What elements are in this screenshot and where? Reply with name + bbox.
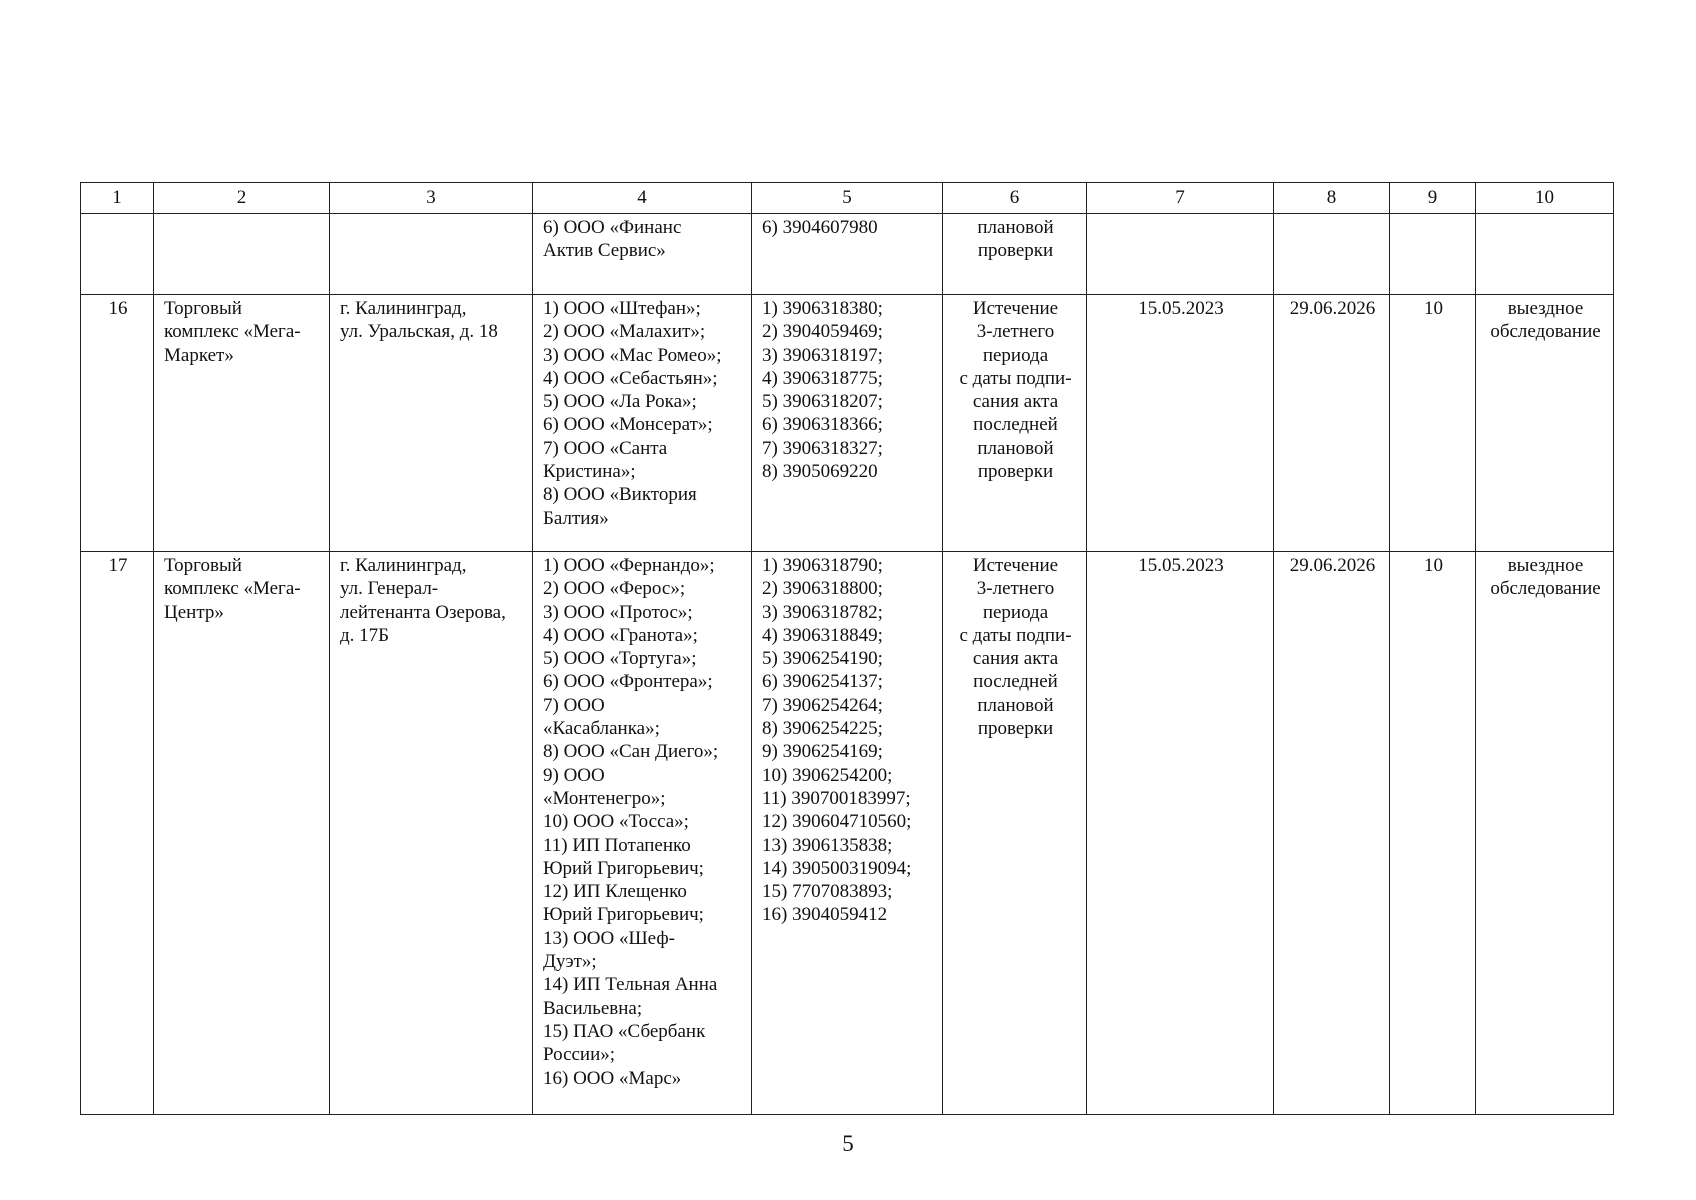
cell-address	[330, 552, 533, 1115]
cell-inn	[752, 552, 943, 1115]
cell-line: Юрий Григорьевич;	[543, 904, 704, 926]
cell-line: 9) ООО	[543, 764, 605, 786]
cell-line: Юрий Григорьевич;	[543, 857, 704, 879]
page-number: 5	[842, 1131, 854, 1156]
cell-line: г. Калининград,	[340, 555, 467, 576]
cell-line: Дуэт»;	[543, 951, 597, 973]
cell-line: 7) ООО	[543, 694, 605, 716]
cell-empty	[1274, 214, 1390, 295]
column-header: 4	[533, 183, 752, 214]
cell-line: 1) 3906318380;	[762, 298, 883, 319]
table-row	[81, 295, 1614, 552]
cell-address	[330, 295, 533, 552]
cell-days: 10	[1390, 552, 1476, 1115]
cell-line: 15) 7707083893;	[762, 881, 893, 903]
cell-line: сания акта	[972, 648, 1059, 670]
cell-line: 16) 3904059412	[762, 904, 888, 926]
cell-line: 8) 3906254225;	[762, 718, 883, 740]
cell-line: Васильевна;	[543, 997, 643, 1019]
cell-date-end: 29.06.2026	[1274, 295, 1390, 552]
cell-line: 6) ООО «Финанс	[543, 217, 682, 238]
cell-line: 7) ООО «Санта	[543, 437, 668, 459]
cell-line: проверки	[977, 718, 1054, 740]
cell-empty	[330, 214, 533, 295]
cell-empty	[1476, 214, 1614, 295]
cell-days: 10	[1390, 295, 1476, 552]
cell-line: Центр»	[164, 601, 224, 623]
cell-inn	[752, 295, 943, 552]
cell-line: выездное	[1507, 555, 1584, 576]
cell-line: периода	[982, 344, 1049, 366]
cell-form	[1476, 552, 1614, 1115]
cell-object	[154, 295, 330, 552]
cell-line: 16) ООО «Марс»	[543, 1067, 682, 1089]
cell-line: 5) ООО «Тортуга»;	[543, 648, 697, 670]
cell-line: 1) ООО «Фернандо»;	[543, 555, 715, 576]
cell-line: Кристина»;	[543, 461, 636, 483]
cell-line: с даты подпи-	[959, 624, 1072, 646]
cell-line: 5) 3906254190;	[762, 648, 883, 670]
cell-line: 10) ООО «Тосса»;	[543, 811, 689, 833]
cell-line: выездное	[1507, 298, 1584, 319]
cell-line: проверки	[977, 461, 1054, 483]
cell-line: с даты подпи-	[959, 367, 1072, 389]
cell-line: 15) ПАО «Сбербанк	[543, 1020, 706, 1042]
cell-line: 6) 3904607980	[762, 217, 878, 238]
cell-line: 6) 3906254137;	[762, 671, 883, 693]
cell-date-start: 15.05.2023	[1087, 552, 1274, 1115]
cell-line: ул. Уральская, д. 18	[340, 321, 498, 343]
cell-empty	[1390, 214, 1476, 295]
cell-line: обследование	[1490, 578, 1601, 600]
cell-basis	[943, 214, 1087, 295]
continuation-row	[81, 214, 1614, 295]
cell-basis	[943, 295, 1087, 552]
cell-line: 13) 3906135838;	[762, 834, 893, 856]
cell-line: 4) 3906318775;	[762, 367, 883, 389]
cell-organizations	[533, 214, 752, 295]
cell-line: 10) 3906254200;	[762, 764, 893, 786]
cell-line: г. Калининград,	[340, 298, 467, 319]
cell-line: 11) ИП Потапенко	[543, 834, 691, 856]
cell-line: 6) ООО «Монсерат»;	[543, 414, 713, 436]
cell-line: «Монтенегро»;	[543, 787, 666, 809]
column-header: 5	[752, 183, 943, 214]
cell-empty	[154, 214, 330, 295]
cell-line: 6) ООО «Фронтера»;	[543, 671, 713, 693]
cell-line: 2) 3906318800;	[762, 578, 883, 600]
cell-line: 3) 3906318197;	[762, 344, 883, 366]
cell-organizations	[533, 552, 752, 1115]
cell-line: 3) 3906318782;	[762, 601, 883, 623]
cell-line: 14) 390500319094;	[762, 857, 912, 879]
column-header: 7	[1087, 183, 1274, 214]
cell-line: плановой	[977, 217, 1054, 238]
cell-line: России»;	[543, 1044, 616, 1066]
cell-line: Истечение	[972, 555, 1059, 576]
cell-line: «Касабланка»;	[543, 718, 660, 740]
cell-line: Балтия»	[543, 507, 609, 529]
cell-line: 4) ООО «Гранота»;	[543, 624, 698, 646]
cell-line: 9) 3906254169;	[762, 741, 883, 763]
cell-line: последней	[973, 671, 1058, 693]
cell-line: 8) ООО «Сан Диего»;	[543, 741, 719, 763]
column-header: 8	[1274, 183, 1390, 214]
cell-line: Торговый	[164, 555, 242, 576]
cell-line: периода	[982, 601, 1049, 623]
cell-line: ул. Генерал-	[340, 578, 439, 600]
cell-line: комплекс «Мега-	[164, 321, 301, 343]
cell-empty	[81, 214, 154, 295]
cell-line: 7) 3906318327;	[762, 437, 883, 459]
cell-line: 2) ООО «Малахит»;	[543, 321, 706, 343]
cell-line: 4) ООО «Себастьян»;	[543, 367, 718, 389]
cell-line: плановой	[977, 437, 1054, 459]
cell-line: 13) ООО «Шеф-	[543, 927, 675, 949]
column-header: 1	[81, 183, 154, 214]
cell-line: 11) 390700183997;	[762, 787, 911, 809]
cell-number: 17	[81, 552, 154, 1115]
cell-date-end: 29.06.2026	[1274, 552, 1390, 1115]
column-header: 9	[1390, 183, 1476, 214]
cell-line: 4) 3906318849;	[762, 624, 883, 646]
cell-line: 7) 3906254264;	[762, 694, 883, 716]
cell-line: 3-летнего	[976, 578, 1055, 600]
cell-number: 16	[81, 295, 154, 552]
cell-line: 6) 3906318366;	[762, 414, 883, 436]
cell-inn	[752, 214, 943, 295]
cell-line: 8) 3905069220	[762, 461, 878, 483]
cell-line: д. 17Б	[340, 624, 390, 646]
inspection-plan-table	[80, 182, 1614, 1115]
column-header: 6	[943, 183, 1087, 214]
cell-line: проверки	[977, 240, 1054, 262]
column-header: 3	[330, 183, 533, 214]
cell-line: 12) ИП Клещенко	[543, 881, 687, 903]
cell-line: 8) ООО «Виктория	[543, 484, 697, 506]
cell-line: 3-летнего	[976, 321, 1055, 343]
cell-line: Торговый	[164, 298, 242, 319]
cell-line: 3) ООО «Протос»;	[543, 601, 693, 623]
cell-object	[154, 552, 330, 1115]
cell-line: обследование	[1490, 321, 1601, 343]
cell-line: 5) 3906318207;	[762, 391, 883, 413]
cell-line: сания акта	[972, 391, 1059, 413]
cell-line: последней	[973, 414, 1058, 436]
cell-line: Маркет»	[164, 344, 234, 366]
cell-line: 1) ООО «Штефан»;	[543, 298, 701, 319]
cell-line: 2) 3904059469;	[762, 321, 883, 343]
cell-line: 3) ООО «Мас Ромео»;	[543, 344, 722, 366]
cell-line: 14) ИП Тельная Анна	[543, 974, 718, 996]
cell-form	[1476, 295, 1614, 552]
cell-organizations	[533, 295, 752, 552]
cell-line: Истечение	[972, 298, 1059, 319]
cell-line: 5) ООО «Ла Рока»;	[543, 391, 697, 413]
cell-line: 12) 390604710560;	[762, 811, 912, 833]
column-header: 2	[154, 183, 330, 214]
cell-empty	[1087, 214, 1274, 295]
column-header: 10	[1476, 183, 1614, 214]
cell-line: плановой	[977, 694, 1054, 716]
cell-line: лейтенанта Озерова,	[340, 601, 506, 623]
cell-line: Актив Сервис»	[543, 240, 666, 262]
table-row	[81, 552, 1614, 1115]
header-row	[81, 183, 1614, 214]
cell-date-start: 15.05.2023	[1087, 295, 1274, 552]
cell-basis	[943, 552, 1087, 1115]
cell-line: 1) 3906318790;	[762, 555, 883, 576]
cell-line: комплекс «Мега-	[164, 578, 301, 600]
cell-line: 2) ООО «Ферос»;	[543, 578, 686, 600]
